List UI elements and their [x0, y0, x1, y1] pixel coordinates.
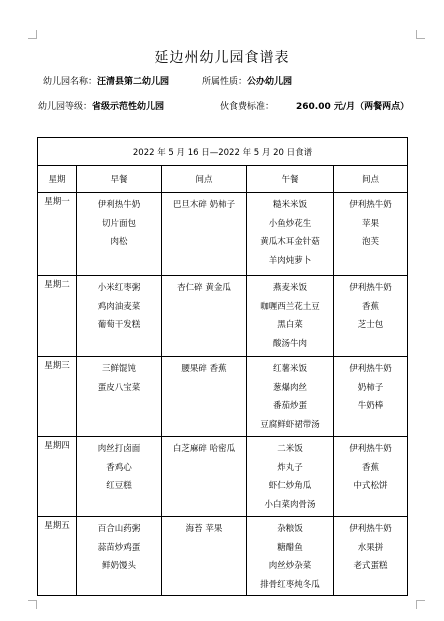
lunch-item: 黄瓜木耳金针菇: [260, 237, 320, 247]
breakfast-item: 红豆糕: [106, 481, 132, 491]
lunch-cell: [247, 437, 334, 517]
morning-snack-item: 腰果碎 香蕉: [181, 364, 227, 374]
lunch-item: 黑白菜: [277, 320, 303, 330]
morning-snack-cell: [162, 357, 247, 437]
breakfast-item: 伊利热牛奶: [97, 200, 141, 210]
menu-table: [37, 137, 408, 596]
lunch-item: 豆腐鲜虾裙带汤: [260, 419, 320, 430]
afternoon-snack-item: 苹果: [361, 218, 379, 229]
lunch-item: 糙米米饭: [272, 200, 307, 210]
breakfast-cell: [77, 357, 162, 437]
morning-snack-cell: [162, 517, 247, 596]
morning-snack-cell: [162, 193, 247, 276]
lunch-cell: [247, 517, 334, 596]
page-title: 延边州幼儿园食谱表: [154, 50, 290, 66]
lunch-item: 红薯米饭: [272, 364, 307, 374]
afternoon-snack-cell: [334, 517, 408, 596]
breakfast-item: 百合山药粥: [97, 524, 141, 534]
menu-row: [38, 357, 408, 437]
breakfast-cell: [77, 437, 162, 517]
lunch-item: 炸丸子: [277, 462, 303, 473]
breakfast-item: 鸡肉油麦菜: [97, 301, 141, 312]
afternoon-snack-cell: [334, 276, 408, 357]
day-label: 星期四: [44, 441, 70, 451]
afternoon-snack-item: 水果拼: [357, 542, 384, 553]
breakfast-item: 葡萄干发糕: [97, 320, 141, 330]
fee-line: [220, 99, 409, 112]
afternoon-snack-cell: [334, 193, 408, 276]
breakfast-item: 蛋皮八宝菜: [97, 382, 141, 393]
nature-label: 所属性质：: [202, 77, 248, 87]
menu-row: [38, 517, 408, 596]
lunch-item: 虾仁炒角瓜: [268, 481, 312, 491]
lunch-item: 排骨红枣炖冬瓜: [260, 579, 320, 590]
afternoon-snack-item: 伊利热牛奶: [349, 444, 392, 454]
day-label: 星期二: [44, 280, 70, 290]
morning-snack-cell: [162, 437, 247, 517]
page-corner-mark-bottom-right: [416, 600, 425, 609]
column-header-breakfast: 早餐: [77, 166, 162, 193]
lunch-cell: [247, 193, 334, 276]
afternoon-snack-item: 伊利热牛奶: [349, 283, 392, 293]
breakfast-item: 三鲜馄饨: [101, 364, 136, 374]
breakfast-cell: [77, 193, 162, 276]
kindergarten-name-label: 幼儿园名称：: [43, 77, 98, 87]
breakfast-item: 肉松: [110, 237, 128, 247]
page-corner-mark-bottom-left: [28, 600, 37, 609]
morning-snack-item: 海苔 苹果: [185, 524, 223, 534]
lunch-cell: [247, 357, 334, 437]
morning-snack-item: 杏仁碎 黄金瓜: [177, 283, 231, 293]
lunch-item: 小鱼炒花生: [268, 218, 312, 229]
menu-row: [38, 437, 408, 517]
column-header-day: 星期: [38, 166, 77, 193]
day-label: 星期五: [44, 521, 70, 531]
day-cell: [38, 276, 77, 357]
afternoon-snack-item: 牛奶棒: [357, 401, 384, 411]
day-cell: [38, 357, 77, 437]
lunch-item: 葱爆肉丝: [272, 382, 307, 393]
afternoon-snack-item: 奶柿子: [357, 382, 384, 393]
breakfast-item: 小米红枣粥: [97, 283, 141, 293]
grade-value: 省级示范性幼儿园: [92, 102, 165, 112]
lunch-item: 杂粮饭: [277, 524, 303, 534]
morning-snack-item: 巴旦木碎 奶柿子: [172, 200, 236, 210]
afternoon-snack-item: 香蕉: [361, 462, 379, 473]
afternoon-snack-item: 香蕉: [361, 301, 379, 312]
column-header-lunch: 午餐: [247, 166, 334, 193]
afternoon-snack-cell: [334, 357, 408, 437]
breakfast-item: 蒜苗炒鸡蛋: [97, 542, 141, 553]
day-cell: [38, 517, 77, 596]
lunch-item: 羊肉炖萝卜: [268, 255, 312, 266]
nature-line: [202, 74, 292, 87]
afternoon-snack-cell: [334, 437, 408, 517]
date-range-header: 2022 年 5 月 16 日—2022 年 5 月 20 日食谱: [38, 138, 408, 166]
afternoon-snack-item: 中式松饼: [353, 481, 388, 491]
lunch-item: 肉丝炒杂菜: [268, 561, 312, 571]
afternoon-snack-item: 伊利热牛奶: [349, 200, 392, 210]
breakfast-cell: [77, 276, 162, 357]
breakfast-item: 肉丝打卤面: [97, 444, 141, 454]
day-label: 星期三: [44, 361, 70, 371]
kindergarten-name-value: 汪清县第二幼儿园: [97, 77, 170, 87]
lunch-item: 酸汤牛肉: [272, 338, 307, 349]
lunch-cell: [247, 276, 334, 357]
lunch-item: 咖喱西兰花土豆: [260, 301, 320, 312]
lunch-item: 番茄炒蛋: [272, 401, 307, 411]
grade-line: [38, 99, 164, 112]
menu-row: [38, 193, 408, 276]
fee-value: 260.00 元/月（两餐两点）: [296, 102, 410, 112]
menu-row: [38, 276, 408, 357]
kindergarten-name-line: [43, 74, 169, 87]
page-corner-mark-top-right: [416, 30, 425, 39]
day-cell: [38, 437, 77, 517]
grade-label: 幼儿园等级：: [38, 102, 93, 112]
lunch-item: 燕麦米饭: [272, 283, 307, 293]
page-corner-mark-top-left: [28, 30, 37, 39]
afternoon-snack-item: 伊利热牛奶: [349, 524, 392, 534]
lunch-item: 糖醋鱼: [277, 542, 303, 553]
breakfast-cell: [77, 517, 162, 596]
breakfast-item: 鲜奶馒头: [101, 561, 136, 571]
afternoon-snack-item: 伊利热牛奶: [349, 364, 392, 374]
morning-snack-cell: [162, 276, 247, 357]
day-label: 星期一: [44, 197, 70, 207]
breakfast-item: 切片面包: [101, 218, 136, 229]
column-header-afternoon-snack: 间点: [334, 166, 408, 193]
lunch-item: 小白菜肉骨汤: [264, 499, 316, 510]
afternoon-snack-item: 泡芙: [361, 237, 379, 247]
nature-value: 公办幼儿园: [247, 77, 293, 87]
breakfast-item: 香鸡心: [106, 462, 132, 473]
afternoon-snack-item: 芝士包: [357, 320, 384, 330]
column-header-morning-snack: 间点: [162, 166, 247, 193]
afternoon-snack-item: 老式蛋糕: [353, 561, 388, 571]
day-cell: [38, 193, 77, 276]
fee-label: 伙食费标准：: [220, 102, 275, 112]
morning-snack-item: 白芝麻碎 哈密瓜: [172, 444, 236, 454]
lunch-item: 二米饭: [277, 444, 303, 454]
